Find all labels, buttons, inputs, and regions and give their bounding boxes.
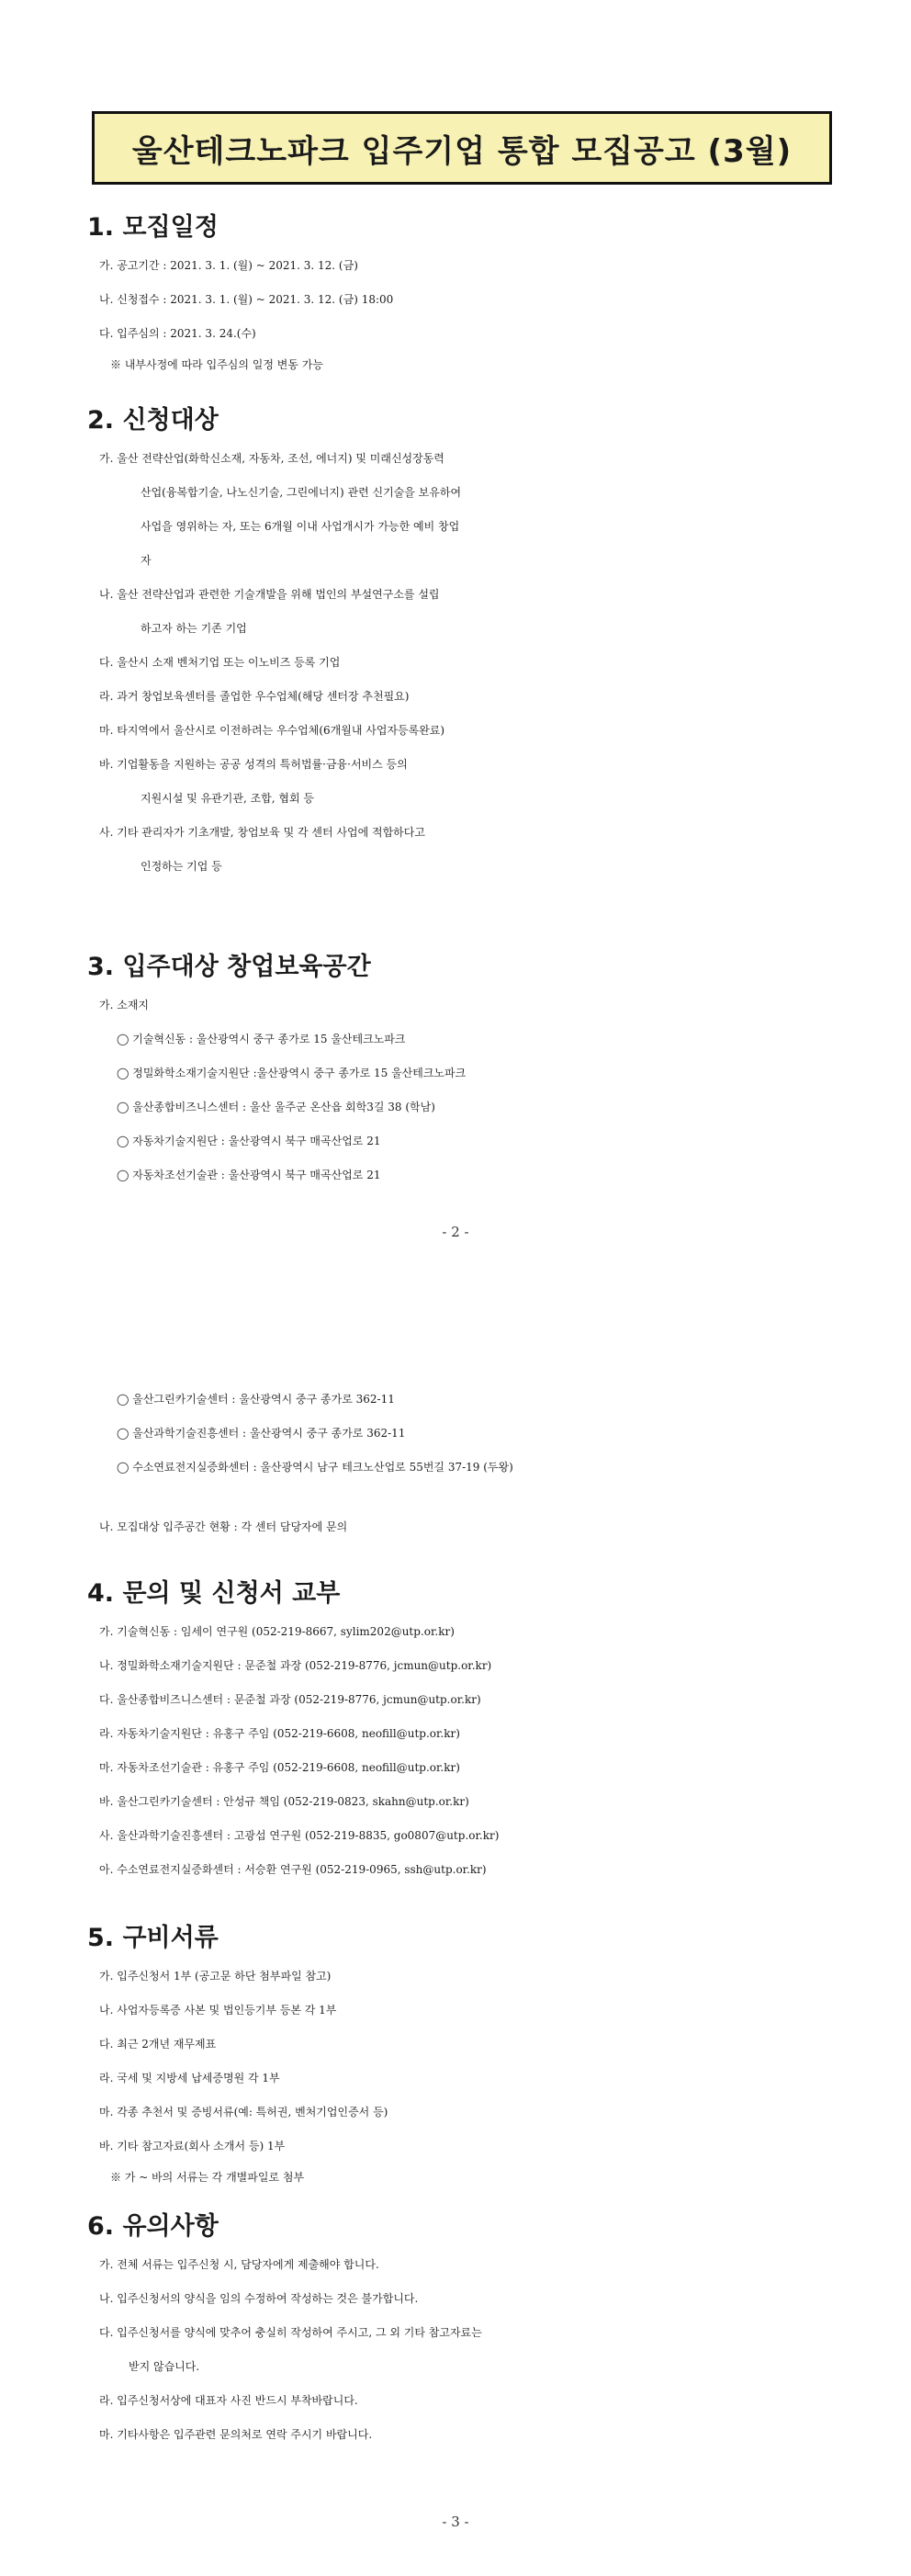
section-contacts bbox=[0, 1573, 911, 1887]
location-item: ◯ 자동차기술지원단 : 울산광역시 북구 매곡산업로 21 bbox=[117, 1135, 381, 1147]
location-item: ◯ 울산종합비즈니스센터 : 울산 울주군 온산읍 회학3길 38 (학남) bbox=[117, 1101, 435, 1113]
text-line: 바. 기업활동을 지원하는 공공 성격의 특허법률·금융·서비스 등의 bbox=[99, 758, 408, 771]
text-line: 산업(융복합기술, 나노신기술, 그린에너지) 관련 신기술을 보유하여 bbox=[141, 486, 462, 499]
contact-line: 바. 울산그린카기술센터 : 안성규 책임 (052-219-0823, skahn@utp.or.kr) bbox=[99, 1795, 469, 1808]
section-spaces bbox=[0, 946, 911, 1192]
text-line: 하고자 하는 기존 기업 bbox=[141, 622, 247, 635]
page-number: - 2 - bbox=[442, 1224, 469, 1240]
document-page-2 bbox=[0, 0, 911, 1286]
section-heading: 6. 유의사항 bbox=[87, 2212, 219, 2241]
section-heading: 4. 문의 및 신청서 교부 bbox=[87, 1579, 341, 1608]
contact-line: 사. 울산과학기술진흥센터 : 고광섭 연구원 (052-219-8835, go0807@utp.or.kr) bbox=[99, 1829, 500, 1842]
text-line: 나. 울산 전략산업과 관련한 기술개발을 위해 법인의 부설연구소를 설립 bbox=[99, 588, 440, 601]
text-line: 다. 최근 2개년 재무제표 bbox=[99, 2038, 217, 2051]
text-line: 인정하는 기업 등 bbox=[141, 860, 222, 873]
location-item: ◯ 울산과학기술진흥센터 : 울산광역시 중구 종가로 362-11 bbox=[117, 1427, 406, 1440]
contact-line: 아. 수소연료전지실증화센터 : 서승환 연구원 (052-219-0965, ssh@utp.or.kr) bbox=[99, 1863, 487, 1876]
document-page-3 bbox=[0, 1286, 911, 2576]
title-box bbox=[92, 111, 832, 185]
text-line: 라. 과거 창업보육센터를 졸업한 우수업체(해당 센터장 추천필요) bbox=[99, 690, 410, 703]
note-text: ※ 내부사정에 따라 입주심의 일정 변동 가능 bbox=[110, 358, 323, 371]
text-line: 마. 기타사항은 입주관련 문의처로 연락 주시기 바랍니다. bbox=[99, 2428, 373, 2441]
document-title: 울산테크노파크 입주기업 통합 모집공고 (3월) bbox=[131, 132, 793, 170]
text-line: 자 bbox=[141, 554, 152, 567]
text-line: 사업을 영위하는 자, 또는 6개월 이내 사업개시가 가능한 예비 창업 bbox=[141, 520, 460, 533]
contact-line: 나. 정밀화학소재기술지원단 : 문준철 과장 (052-219-8776, jcmun@utp.or.kr) bbox=[99, 1659, 492, 1672]
contact-line: 마. 자동차조선기술관 : 유홍구 주임 (052-219-6608, neofill@utp.or.kr) bbox=[99, 1761, 460, 1774]
section-eligibility bbox=[0, 400, 911, 884]
text-line: 가. 입주신청서 1부 (공고문 하단 첨부파일 참고) bbox=[99, 1970, 332, 1983]
text-line: 받지 않습니다. bbox=[129, 2360, 200, 2373]
contact-line: 가. 기술혁신동 : 임세이 연구원 (052-219-8667, sylim202@utp.or.kr) bbox=[99, 1625, 455, 1638]
section-heading: 3. 입주대상 창업보육공간 bbox=[87, 953, 371, 981]
text-line: 가. 전체 서류는 입주신청 시, 담당자에게 제출해야 합니다. bbox=[99, 2258, 379, 2271]
page-number: - 3 - bbox=[442, 2514, 469, 2530]
location-item: ◯ 기술혁신동 : 울산광역시 중구 종가로 15 울산테크노파크 bbox=[117, 1033, 406, 1045]
text-line: 나. 입주신청서의 양식을 임의 수정하여 작성하는 것은 불가합니다. bbox=[99, 2292, 419, 2305]
text-line: 가. 소재지 bbox=[99, 999, 149, 1011]
location-item: ◯ 정밀화학소재기술지원단 :울산광역시 중구 종가로 15 울산테크노파크 bbox=[117, 1067, 467, 1079]
text-line: 마. 타지역에서 울산시로 이전하려는 우수업체(6개월내 사업자등록완료) bbox=[99, 724, 445, 737]
section-documents bbox=[0, 1917, 911, 2191]
text-line: 가. 울산 전략산업(화학신소재, 자동차, 조선, 에너지) 및 미래신성장동력 bbox=[99, 452, 444, 465]
text-line: 지원시설 및 유관기관, 조합, 협회 등 bbox=[141, 792, 314, 805]
text-line: 바. 기타 참고자료(회사 소개서 등) 1부 bbox=[99, 2140, 286, 2152]
section-spaces-continued bbox=[0, 1383, 911, 1485]
text-line: 다. 입주신청서를 양식에 맞추어 충실히 작성하여 주시고, 그 외 기타 참고자료는 bbox=[99, 2326, 482, 2339]
text-line: 사. 기타 관리자가 기초개발, 창업보육 및 각 센터 사업에 적합하다고 bbox=[99, 826, 425, 839]
section-heading: 2. 신청대상 bbox=[87, 406, 219, 435]
text-line: 마. 각종 추천서 및 증빙서류(예: 특허권, 벤처기업인증서 등) bbox=[99, 2106, 388, 2118]
location-item: ◯ 자동차조선기술관 : 울산광역시 북구 매곡산업로 21 bbox=[117, 1169, 381, 1181]
section-schedule bbox=[0, 207, 911, 378]
location-item: ◯ 울산그린카기술센터 : 울산광역시 중구 종가로 362-11 bbox=[117, 1393, 395, 1406]
section-heading: 1. 모집일정 bbox=[87, 213, 219, 242]
text-line: 나. 사업자등록증 사본 및 법인등기부 등본 각 1부 bbox=[99, 2004, 337, 2017]
section-heading: 5. 구비서류 bbox=[87, 1924, 219, 1952]
space-status-line bbox=[0, 1510, 911, 1544]
contact-line: 라. 자동차기술지원단 : 유홍구 주임 (052-219-6608, neofill@utp.or.kr) bbox=[99, 1727, 460, 1740]
contact-line: 다. 울산종합비즈니스센터 : 문준철 과장 (052-219-8776, jcmun@utp.or.kr) bbox=[99, 1693, 481, 1706]
text-line: 가. 공고기간 : 2021. 3. 1. (월) ~ 2021. 3. 12. (금) bbox=[99, 259, 358, 272]
text-line: 다. 입주심의 : 2021. 3. 24.(수) bbox=[99, 327, 256, 340]
text-line: 나. 신청접수 : 2021. 3. 1. (월) ~ 2021. 3. 12. (금) 18:00 bbox=[99, 293, 394, 306]
note-text: ※ 가 ~ 바의 서류는 각 개별파일로 첨부 bbox=[110, 2171, 305, 2184]
text-line: 나. 모집대상 입주공간 현황 : 각 센터 담당자에 문의 bbox=[99, 1520, 348, 1533]
location-item: ◯ 수소연료전지실증화센터 : 울산광역시 남구 테크노산업로 55번길 37-19 (두왕) bbox=[117, 1461, 513, 1474]
text-line: 라. 국세 및 지방세 납세증명원 각 1부 bbox=[99, 2072, 280, 2085]
text-line: 라. 입주신청서상에 대표자 사진 반드시 부착바랍니다. bbox=[99, 2394, 358, 2407]
text-line: 다. 울산시 소재 벤처기업 또는 이노비즈 등록 기업 bbox=[99, 656, 341, 669]
section-notes bbox=[0, 2206, 911, 2452]
